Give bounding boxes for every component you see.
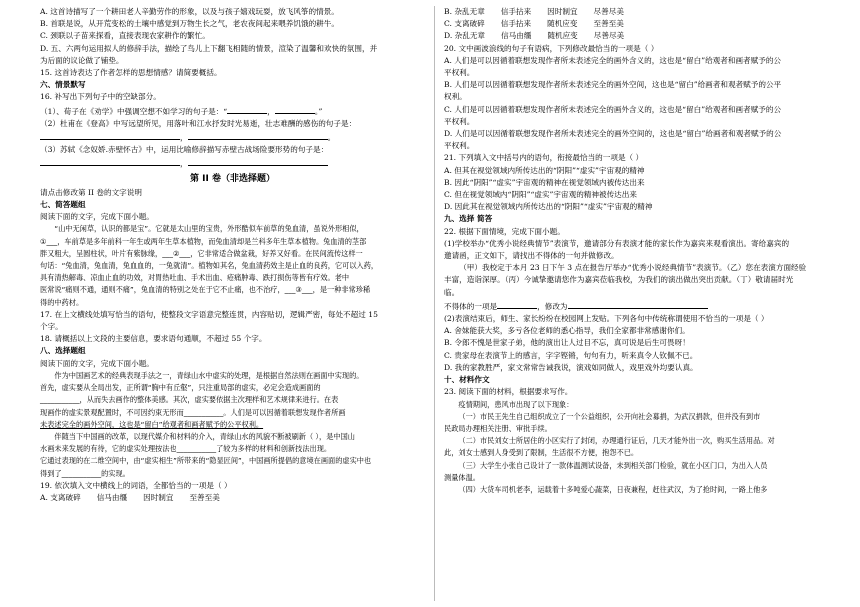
option-word: 信手拈来 — [500, 7, 532, 16]
q19-option-c[interactable] — [444, 18, 829, 30]
option-word: 因时制宜 — [547, 7, 578, 16]
part-two-note: 请点击修改第 II 卷的文字说明 — [40, 187, 142, 197]
option-word: 尽善尽美 — [593, 7, 624, 16]
question-16-3-blanks — [40, 156, 425, 170]
q20-option-c-cont: 平权利。 — [444, 116, 475, 126]
question-17: 17. 在上文横线处填写恰当的语句，使整段文字语意完整连贯，内容贴切，逻辑严密，每处不超过 15 — [40, 309, 378, 319]
q21-option-d[interactable]: D. 因此其在视觉领域内所传达出的“阴阳”“虚实”宇宙观的精神 — [444, 202, 653, 212]
passage-line: ①___，车前草是多年前科一年生或两年生草本植物，而兔血清却是兰科多年生草本植物。兔血清的茎部 — [40, 236, 367, 246]
q14-option-d: D. 五、六两句运用拟人的修辞手法，描绘了鸟儿上下翻飞相随的情景，渲染了温馨和欢快的氛围，并 — [40, 43, 378, 53]
answer-blank[interactable] — [40, 130, 180, 140]
passage-line: 水画未来发展的有待，它的虚实处理按法也___________了较为多样的材料和创新技法出现。 — [40, 444, 332, 454]
section-heading-10: 十、材料作文 — [444, 375, 490, 385]
answer-blank[interactable] — [40, 156, 180, 166]
option-word: 因时制宜 — [143, 492, 174, 502]
answer-blank[interactable] — [497, 299, 537, 309]
left-column — [40, 6, 425, 504]
q21-option-c[interactable]: C. 但在视觉领域内“阴阳”“虚实”宇宙观的精神被传达出来 — [444, 190, 637, 200]
option-word: 信手拈来 — [500, 19, 532, 29]
essay-line: 疫情期间，患风市出现了以下现象： — [458, 399, 574, 409]
essay-line: 民政局办理相关注册、审批手续。 — [444, 423, 552, 433]
q20-option-a[interactable]: A. 人们是可以因循着联想发现作者所未表述完全的画外含义的，这也是“留白”给观者和画者赋予的公 — [444, 55, 782, 65]
q14-option-c: C. 颈联以子苗来探看，直接表现农家耕作的繁忙。 — [40, 31, 210, 41]
q20-option-b-cont: 权利。 — [444, 92, 467, 102]
question-23: 23. 阅读下面的材料，根据要求写作。 — [444, 387, 573, 397]
essay-line: （二）市民刘女士所居住的小区实行了封闭，办理通行证后，几天才能外出一次，购买生活用品。对 — [458, 436, 775, 446]
q16-2-comma: ， — [180, 133, 188, 143]
passage-line: 作为中国画艺术的经典表现手法之一，青绿山水中虚实的处理，是根据自然法则在画面中实现的。 — [54, 370, 364, 380]
q22-part-1-cont: 邀请函，正文如下，请找出不得体的一句并做修改。 — [444, 251, 619, 261]
passage-line: 首先，虚实要从全局出发，正所谓“胸中有丘壑”，只注重局部的虚实，必定会造成画面的 — [40, 383, 321, 393]
q14-option-b: B. 首联是说，从开荒变松的土壤中感觉到万物生长之气，老农夜间起来喂养饥饿的耕牛。 — [40, 19, 339, 29]
question-19: 19. 依次填入文中横线上的词语，全都恰当的一项是（ ） — [40, 480, 232, 490]
passage-line: 伴随当下中国画的改革，以现代媒介和材料的介入，青绿山水的风貌不断被刷新（ ），是中国山 — [54, 431, 355, 441]
invitation-line: 丰富，造诣深厚。（丙）今诚挚邀请您作为嘉宾莅临我校，为我们的演出做出突出贡献。（丁）敬请届时光 — [444, 275, 794, 285]
essay-material — [444, 399, 829, 497]
question-22: 22. 根据下面情境，完成下面小题。 — [444, 226, 565, 236]
q22-part-2: (2)表演结束后，师生、家长纷纷在校园网上发贴。下列各句中传统称谓使用不恰当的一项是（ ） — [444, 314, 769, 324]
question-15: 15. 这首诗表达了作者怎样的思想情感？请简要概括。 — [40, 68, 222, 78]
passage-line: 得到了___________的实现。 — [40, 468, 130, 478]
invitation-line: 临。 — [444, 287, 460, 297]
question-17-cont: 个字。 — [40, 322, 63, 332]
essay-line: 此，刘女士感到人身受到了限制，生活很不方便，抱怨不已。 — [444, 448, 639, 458]
right-column — [444, 6, 829, 496]
q20-option-a-cont: 平权利。 — [444, 68, 475, 78]
essay-line: 测量体温。 — [444, 472, 480, 482]
section-heading-8: 八、选择题组 — [40, 346, 86, 356]
q20-option-d[interactable]: D. 人们是可以因循着联想发现作者所未表述完全的画外空间的，这也是“留白”给画者和观者赋予的公 — [444, 129, 782, 139]
answer-blank[interactable] — [188, 156, 328, 166]
question-21: 21. 下列填入文中括号内的语句，衔接最恰当的一项是（ ） — [444, 153, 644, 163]
q20-option-b[interactable]: B. 人们是可以因循着联想发现作者所未表述完全的画外空间，这也是“留白”给画者和观者赋予的公平 — [444, 80, 782, 90]
question-16: 16. 补写出下列句子中的空缺部分。 — [40, 92, 161, 102]
answer-blank[interactable] — [275, 104, 315, 114]
q22-fix-label-2: ，修改为 — [537, 301, 568, 311]
q22-fix-line — [444, 299, 829, 313]
q19-option-b[interactable] — [444, 6, 829, 18]
q20-option-c[interactable]: C. 人们是可以因循着联想发现作者所未表述完全的画外含义的，这也是“留白”给观者和画者赋予的公 — [444, 104, 782, 114]
option-word: 信马由缰 — [96, 492, 128, 502]
passage-2 — [40, 370, 425, 480]
q21-option-b[interactable]: B. 因此“阴阳”“虚实”宇宙观的精神在视觉领域内被传达出来 — [444, 177, 645, 187]
q21-option-a[interactable]: A. 但其在视觉领域内所传达出的“阴阳”“虚实”宇宙观的精神 — [444, 165, 645, 175]
option-word: A. 支离破碎 — [40, 492, 81, 502]
q22-fix-label: 不得体的一项是 — [444, 301, 498, 311]
q19-option-d[interactable] — [444, 30, 829, 42]
q22-2-option-b[interactable]: B. 令郎不愧是世家子弟，他的演出让人过目不忘，真可说是后生可畏呀！ — [444, 338, 690, 348]
passage-line: 句话：“兔血清，兔血清，兔血血的，一兔就清”。植物如其名，兔血清药效主是止血的良药，它可以入药， — [40, 261, 379, 271]
question-16-2-blanks — [40, 130, 425, 144]
q16-2-end: 。 — [327, 133, 336, 143]
passage-1 — [40, 223, 425, 308]
q14-option-a: A. 这首诗描写了一个耕田老人辛勤劳作的形象，以及与孩子嬉戏玩耍，放飞风筝的情景。 — [40, 7, 339, 16]
column-divider — [434, 6, 435, 601]
answer-blank[interactable] — [188, 130, 328, 140]
question-18: 18. 请概括以上文段的主要信息，要求语句通顺，不超过 55 个字。 — [40, 334, 267, 344]
section-heading-7: 七、简答题组 — [40, 200, 86, 210]
q19-option-a[interactable] — [40, 492, 425, 504]
essay-line: （四）大货车司机老李，运载着十多吨爱心蔬菜，日夜兼程，赶往武汉，为了抢时间，一路上他多 — [458, 484, 768, 494]
option-word: B. 杂乱无章 — [444, 7, 485, 16]
option-word: C. 支离破碎 — [444, 19, 485, 29]
question-16-2: （2）杜甫在《登高》中写远望所见，用落叶和江水抒发时光易逝，壮志难酬的感伤的句子是： — [40, 118, 357, 128]
q22-2-option-a[interactable]: A. 舍妹能获大奖，多亏各位老师的悉心指导，我们全家都非常感谢你们。 — [444, 326, 690, 336]
q16-1-text: （1）、荀子在《劝学》中强调空想不如学习的句子是：“ — [40, 106, 228, 116]
essay-line: （三）大学生小张自己设计了一款体温测试设备，未到相关部门检验，就在小区门口，为出入人员 — [458, 460, 768, 470]
q16-3-comma: ， — [180, 159, 188, 169]
option-word: 至善至美 — [189, 492, 220, 502]
option-word: 随机应变 — [547, 31, 578, 41]
q20-option-d-cont: 平权利。 — [444, 141, 475, 151]
option-word: 随机应变 — [547, 19, 578, 29]
q14-option-d-cont: 为后面的议论做了铺垫。 — [40, 55, 124, 65]
option-word: 至善至美 — [593, 19, 624, 29]
q16-1-end: 。” — [314, 106, 323, 116]
part-two-title: 第 II 卷（非选择题） — [190, 173, 275, 184]
passage-line: 它通过表现的在二维空间中，由“虚实相生”所带来的“隐显匠间”，中国画所提倡的意境在画面的虚实中也 — [40, 456, 372, 466]
section-heading-9: 九、选择 简答 — [444, 214, 493, 224]
section-heading-6: 六、情景默写 — [40, 80, 86, 90]
passage-line: 具有清热解毒、凉血止血的功效，对胃热吐血、手术出血、疮痛肿毒、跌打损伤等皆有疗效。老中 — [40, 273, 350, 283]
invitation-line: （甲）我校定于本月 23 日下午 3 点在报告厅举办“优秀小说经典情节”表演节。（乙）您在表演方面经验 — [459, 263, 807, 273]
question-16-3: （3）苏轼《念奴娇.赤壁怀古》中，运用比喻修辞描写赤壁古战场险要形势的句子是： — [40, 145, 329, 155]
reading-instruction-1: 阅读下面的文字，完成下面小题。 — [40, 212, 154, 222]
passage-line: 医常说“痛则不通，通则不痛”，兔血清的特别之处在于它不止痛，也不治疗，___③___，是一种非常珍稀 — [40, 285, 371, 295]
passage-line: “山中无闲草，认识的都是宝”。它就是太山里的宝贵，外形酷似车前草的兔血清，虽说外形相似， — [54, 224, 364, 234]
passage-line: 现画作的虚实景观配置时，不可因约束无形而___________。人们是可以因循着联想发现作者所画 — [40, 407, 346, 417]
q22-2-option-c[interactable]: C. 贵家母在表演节上的感言，字字铿锵，句句有力，听来真令人钦佩不已。 — [444, 350, 698, 360]
option-word: 信马由缰 — [501, 31, 532, 41]
option-word: D. 杂乱无章 — [444, 31, 486, 41]
reading-instruction-2: 阅读下面的文字，完成下面小题。 — [40, 358, 154, 368]
passage-line-wavy: 未表述完全的画外空间，这也是“留白”给观者和画者赋予的公平权利。 — [40, 419, 264, 429]
passage-line: ___________，从而失去画作的整体美感。其次，虚实要依据主次理样和艺术规律来进行。在表 — [40, 395, 339, 405]
q22-part-1: (1)学校举办“优秀小说经典情节”表演节，邀请部分有表演才能的家长作为嘉宾来观看演出。寄给嘉宾的 — [444, 238, 790, 248]
answer-blank[interactable] — [568, 299, 708, 309]
question-20: 20. 文中画波浪线的句子有语病，下列修改最恰当的一项是（ ） — [444, 43, 659, 53]
passage-line: 得的中药材。 — [40, 297, 84, 307]
question-16-1 — [40, 104, 425, 118]
q22-2-option-d[interactable]: D. 我的家教胜严，家文常常告诫我说，演戏如同做人，戏里戏外均要认真。 — [444, 362, 698, 372]
passage-line: 胖又粗大，呈圆柱状，叶片有紫脉缘，___②___，它非常适合做盆栽，好养又好看。在民间流传这样一 — [40, 248, 363, 258]
answer-blank[interactable] — [227, 104, 267, 114]
q16-1-comma: ， — [267, 106, 275, 116]
option-word: 尽善尽美 — [593, 31, 625, 41]
essay-line: （一）市民王先生自己组织成立了一个公益组织，公开向社会募捐，为武汉捐款，但并没有到市 — [458, 411, 761, 421]
